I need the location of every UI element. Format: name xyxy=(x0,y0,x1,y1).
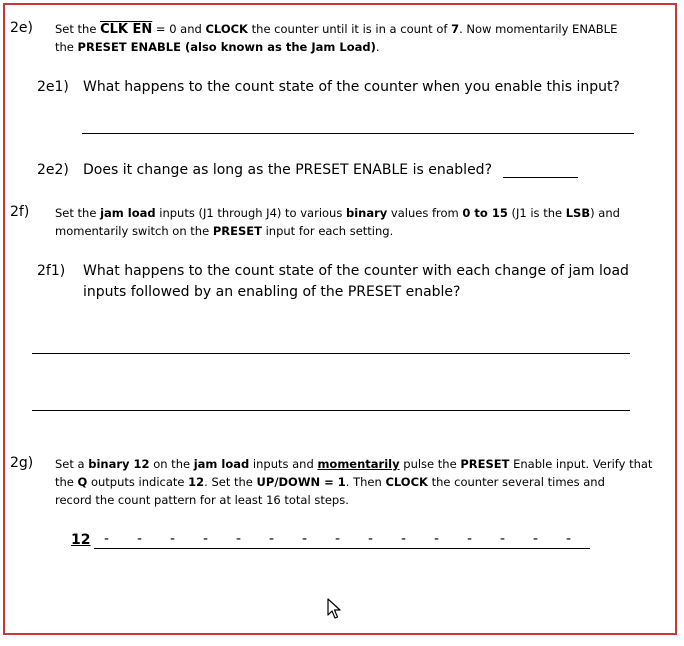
count-pattern-line[interactable] xyxy=(94,548,590,549)
dash: - xyxy=(367,531,374,547)
question-2f1-line2: inputs followed by an enabling of the PRESET enable? xyxy=(83,284,461,300)
dash: - xyxy=(136,531,143,547)
dash: - xyxy=(433,531,440,547)
dash: - xyxy=(466,531,473,547)
answer-line-2e2[interactable] xyxy=(503,177,578,178)
question-2f-line1: Set the jam load inputs (J1 through J4) to various binary values from 0 to 15 (J1 is the LSB) and xyxy=(55,206,620,220)
dash: - xyxy=(565,531,572,547)
question-2e2-text: Does it change as long as the PRESET ENABLE is enabled? xyxy=(83,162,492,178)
question-2g-line1: Set a binary 12 on the jam load inputs and momentarily pulse the PRESET Enable input. Verify that xyxy=(55,457,653,471)
question-2e-line2: the PRESET ENABLE (also known as the Jam Load). xyxy=(55,40,380,54)
dash: - xyxy=(103,531,110,547)
question-2g-line3: record the count pattern for at least 16 total steps. xyxy=(55,493,349,507)
answer-line-2f1-b[interactable] xyxy=(32,410,630,411)
question-2g-number: 2g) xyxy=(10,455,34,471)
question-2e-number: 2e) xyxy=(10,20,33,36)
answer-line-2e1[interactable] xyxy=(82,133,634,134)
question-2e1-text: What happens to the count state of the counter when you enable this input? xyxy=(83,79,620,95)
dash: - xyxy=(202,531,209,547)
question-2e-line1: Set the CLK EN = 0 and CLOCK the counter until it is in a count of 7. Now momentarily ENABLE xyxy=(55,22,618,37)
dash: - xyxy=(169,531,176,547)
dash: - xyxy=(532,531,539,547)
clk-en-signal: CLK EN xyxy=(100,22,153,37)
dash: - xyxy=(400,531,407,547)
question-2e1-number: 2e1) xyxy=(37,79,69,95)
question-2e2-number: 2e2) xyxy=(37,162,69,178)
dash: - xyxy=(235,531,242,547)
dash: - xyxy=(268,531,275,547)
question-2f1-number: 2f1) xyxy=(37,263,66,279)
count-pattern-dashes xyxy=(90,531,585,547)
question-2f-line2: momentarily switch on the PRESET input for each setting. xyxy=(55,224,394,238)
question-2g-line2: the Q outputs indicate 12. Set the UP/DOWN = 1. Then CLOCK the counter several times and xyxy=(55,475,605,489)
dash: - xyxy=(499,531,506,547)
dash: - xyxy=(334,531,341,547)
question-2f-number: 2f) xyxy=(10,204,30,220)
count-pattern-start: 12 xyxy=(71,532,91,548)
dash: - xyxy=(301,531,308,547)
mouse-pointer-icon xyxy=(327,598,343,620)
answer-line-2f1-a[interactable] xyxy=(32,353,630,354)
question-2f1-line1: What happens to the count state of the counter with each change of jam load xyxy=(83,263,629,279)
